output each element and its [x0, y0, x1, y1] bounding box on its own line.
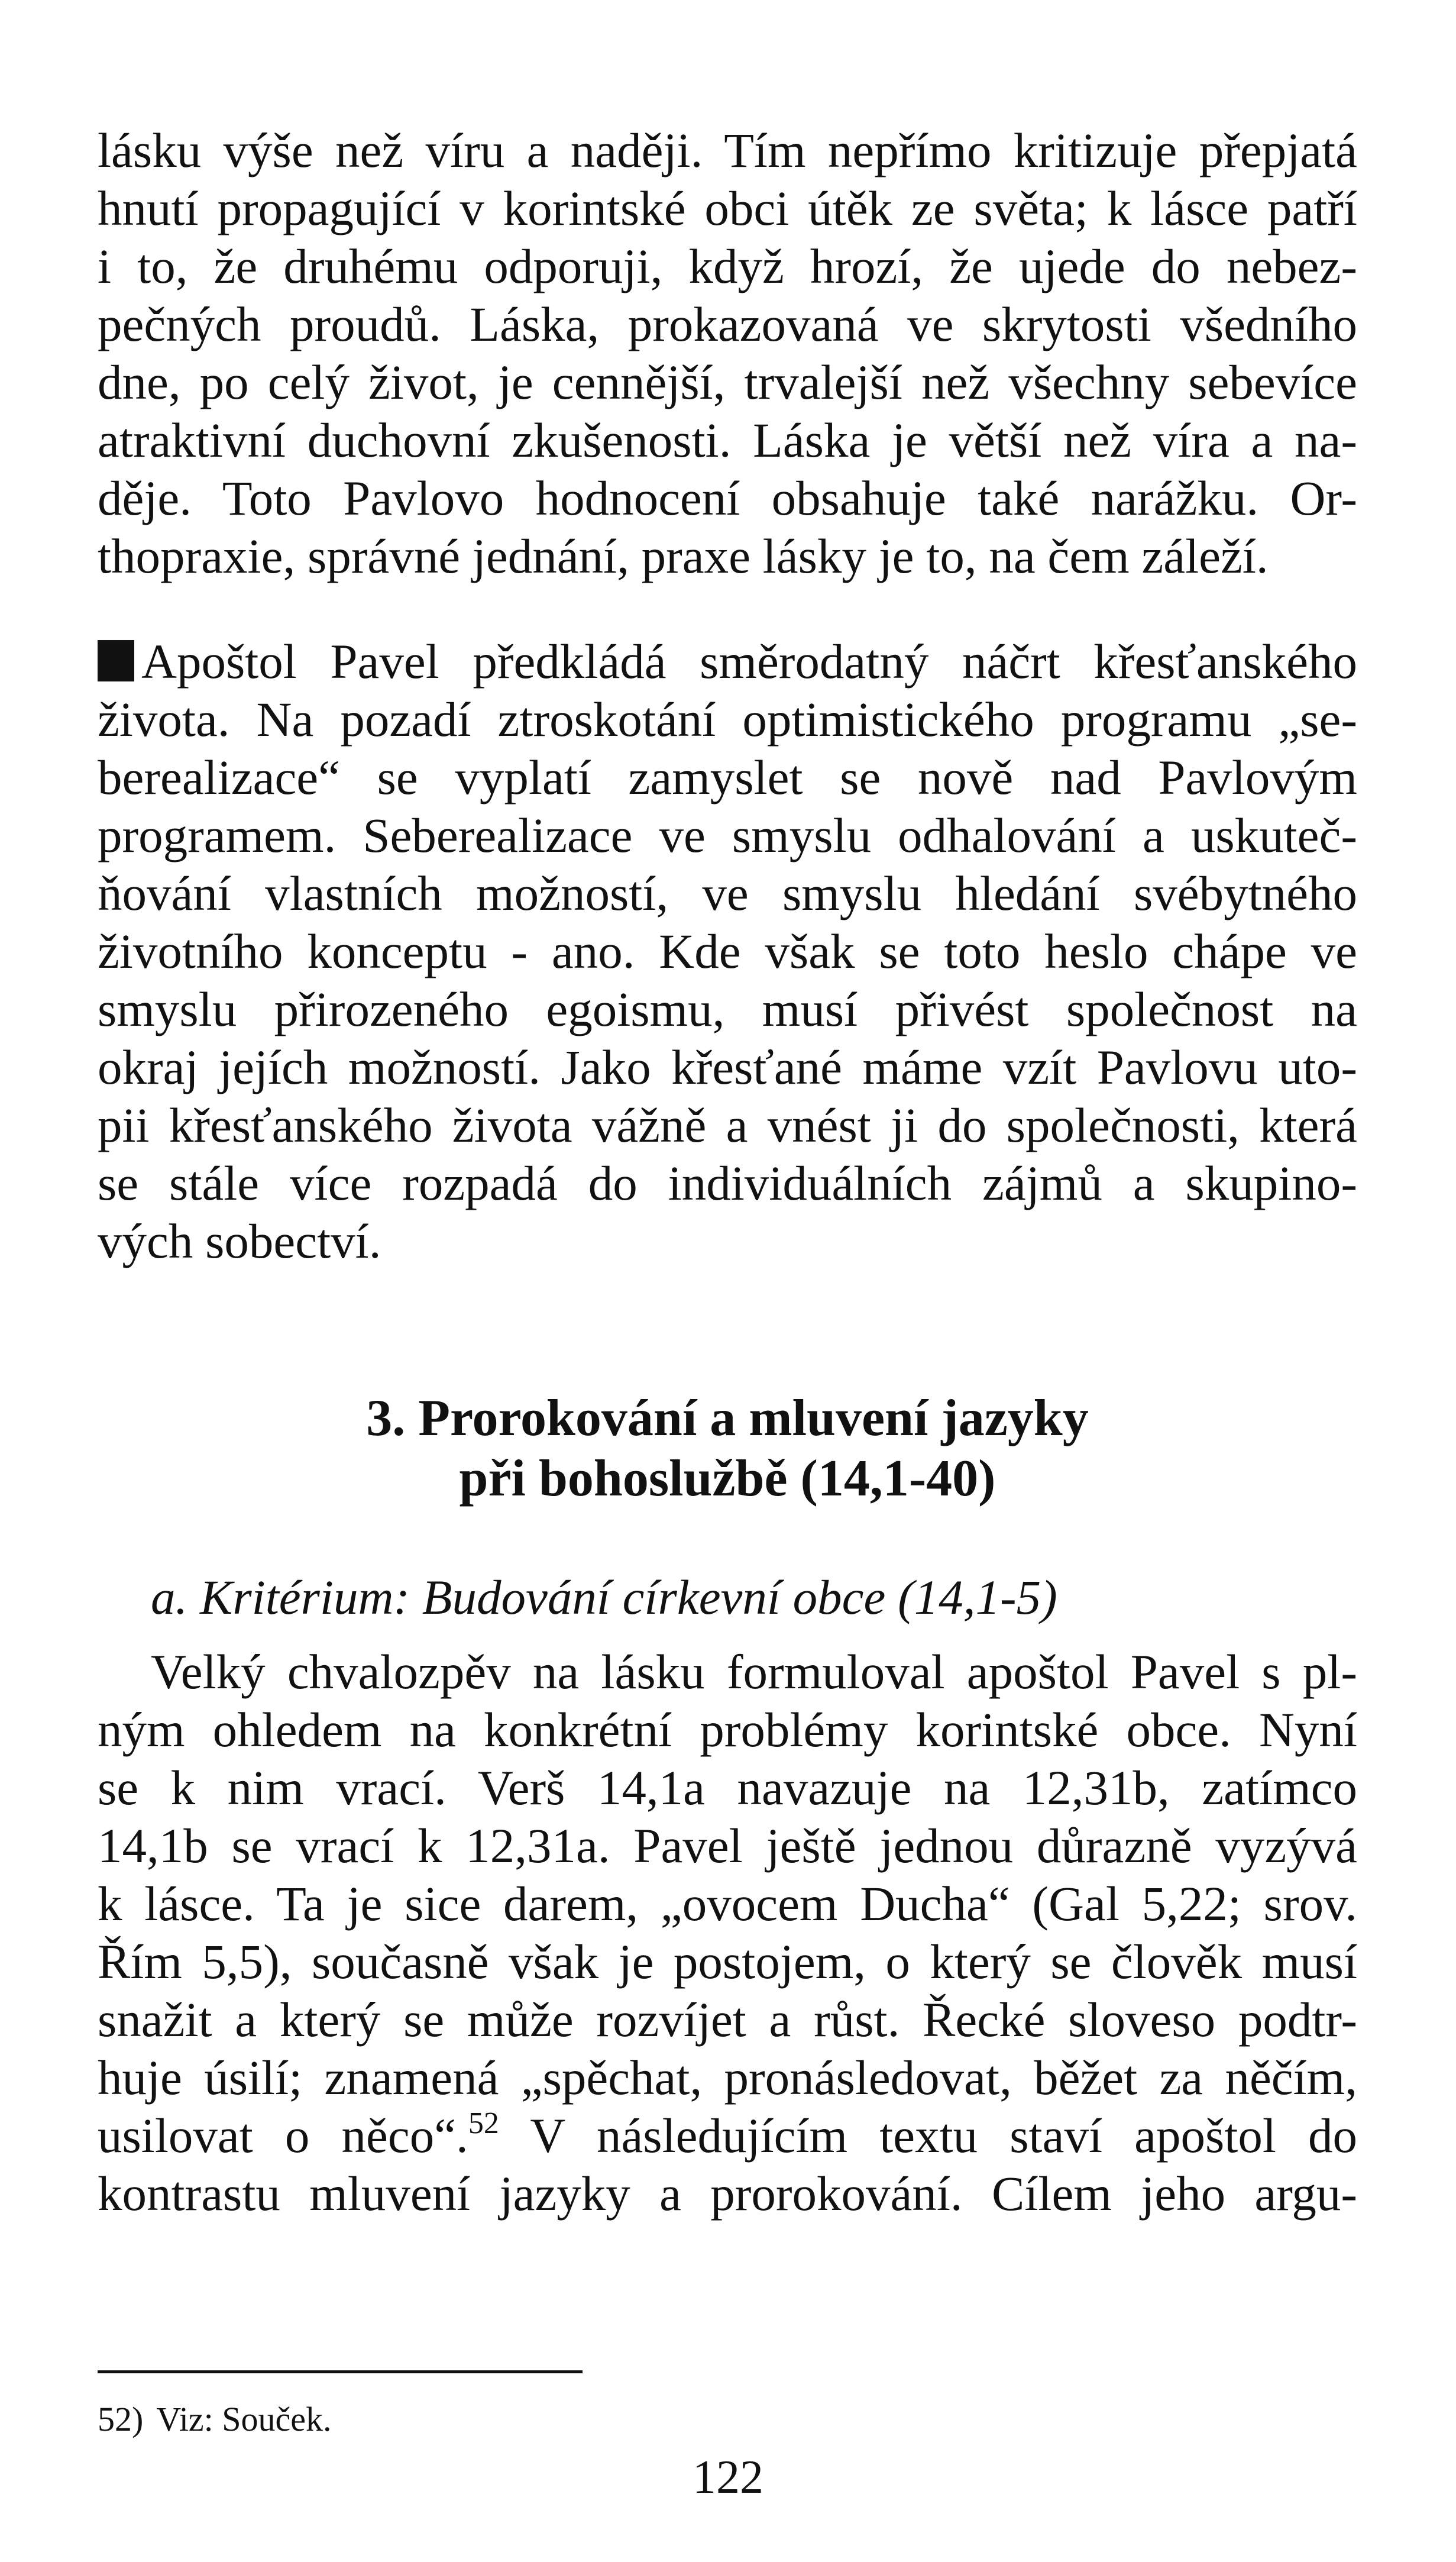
text-line: dne, po celý život, je cennější, trvalejší než všechny sebevíce: [98, 355, 1357, 409]
text-line: smyslu přirozeného egoismu, musí přivést společnost na: [98, 982, 1357, 1036]
footnote-reference[interactable]: 52: [468, 2107, 499, 2140]
chapter-heading-line-1: 3. Prorokování a mluvení jazyky: [366, 1390, 1089, 1447]
chapter-heading-line-2: při bohoslužbě (14,1-40): [459, 1450, 996, 1507]
text-line: berealizace“ se vyplatí zamyslet se nově nad Pavlovým: [98, 750, 1357, 805]
chapter-heading: [98, 1388, 1357, 1509]
text-line: Apoštol Pavel předkládá směrodatný náčrt křesťanského: [141, 634, 1357, 689]
text-line: kontrastu mluvení jazyky a prorokování. Cílem jeho argu-: [98, 2166, 1357, 2221]
section-subheading: a. Kritérium: Budování církevní obce (14,1-5): [151, 1570, 1057, 1624]
text-line: hnutí propagující v korintské obci útěk ze světa; k lásce patří: [98, 181, 1357, 235]
paragraph-love-above-faith: [98, 121, 1357, 585]
text-line: se stále více rozpadá do individuálních zájmů a skupino-: [98, 1156, 1357, 1210]
text-line: okraj jejích možností. Jako křesťané máme vzít Pavlovu uto-: [98, 1040, 1357, 1094]
text-line: se k nim vrací. Verš 14,1a navazuje na 12,31b, zatímco: [98, 1760, 1357, 1815]
text-line: životního konceptu - ano. Kde však se toto heslo chápe ve: [98, 924, 1357, 978]
text-line: programem. Seberealizace ve smyslu odhalování a uskuteč-: [98, 808, 1357, 862]
text-line: pii křesťanského života vážně a vnést ji do společnosti, která: [98, 1098, 1357, 1152]
text-line: huje úsilí; znamená „spěchat, pronásledovat, běžet za něčím,: [98, 2050, 1357, 2105]
text-line-with-footnote: [98, 2107, 1357, 2164]
text-segment: V následujícím textu staví apoštol do: [499, 2108, 1357, 2163]
text-segment: usilovat o něco“.: [98, 2108, 468, 2163]
footnote: [98, 2399, 331, 2440]
black-square-marker-icon: [98, 640, 134, 681]
text-line: vých sobectví.: [98, 1214, 381, 1268]
text-line: atraktivní duchovní zkušenosti. Láska je větší než víra a na-: [98, 413, 1357, 467]
text-line: Řím 5,5), současně však je postojem, o který se člověk musí: [98, 1934, 1357, 1989]
footnote-text: Viz: Souček.: [156, 2400, 332, 2438]
footnote-divider: [98, 2370, 583, 2373]
text-line: snažit a který se může rozvíjet a růst. Řecké sloveso podtr-: [98, 1992, 1357, 2047]
footnote-number: 52): [98, 2400, 144, 2438]
text-line: thopraxie, správné jednání, praxe lásky je to, na čem záleží.: [98, 529, 1269, 583]
text-line: lásku výše než víru a naději. Tím nepřímo kritizuje přepjatá: [98, 123, 1357, 177]
paragraph-application: [98, 632, 1357, 1270]
text-line: života. Na pozadí ztroskotání optimistického programu „se-: [98, 692, 1357, 747]
text-line: ným ohledem na konkrétní problémy korintské obce. Nyní: [98, 1702, 1357, 1757]
text-line: i to, že druhému odporuji, když hrozí, že ujede do nebez-: [98, 239, 1357, 293]
text-line: 14,1b se vrací k 12,31a. Pavel ještě jednou důrazně vyzývá: [98, 1818, 1357, 1873]
paragraph-criterion: [98, 1643, 1357, 2222]
text-line: k lásce. Ta je sice darem, „ovocem Ducha“ (Gal 5,22; srov.: [98, 1876, 1357, 1931]
page-body: [98, 121, 1357, 2222]
text-line: ňování vlastních možností, ve smyslu hledání svébytného: [98, 866, 1357, 920]
text-line-with-marker: [98, 632, 1357, 690]
page-number: 122: [693, 2451, 763, 2503]
text-line: Velký chvalozpěv na lásku formuloval apoštol Pavel s pl-: [151, 1645, 1357, 1699]
text-line: pečných proudů. Láska, prokazovaná ve skrytosti všedního: [98, 297, 1357, 351]
text-line: děje. Toto Pavlovo hodnocení obsahuje také narážku. Or-: [98, 471, 1357, 525]
